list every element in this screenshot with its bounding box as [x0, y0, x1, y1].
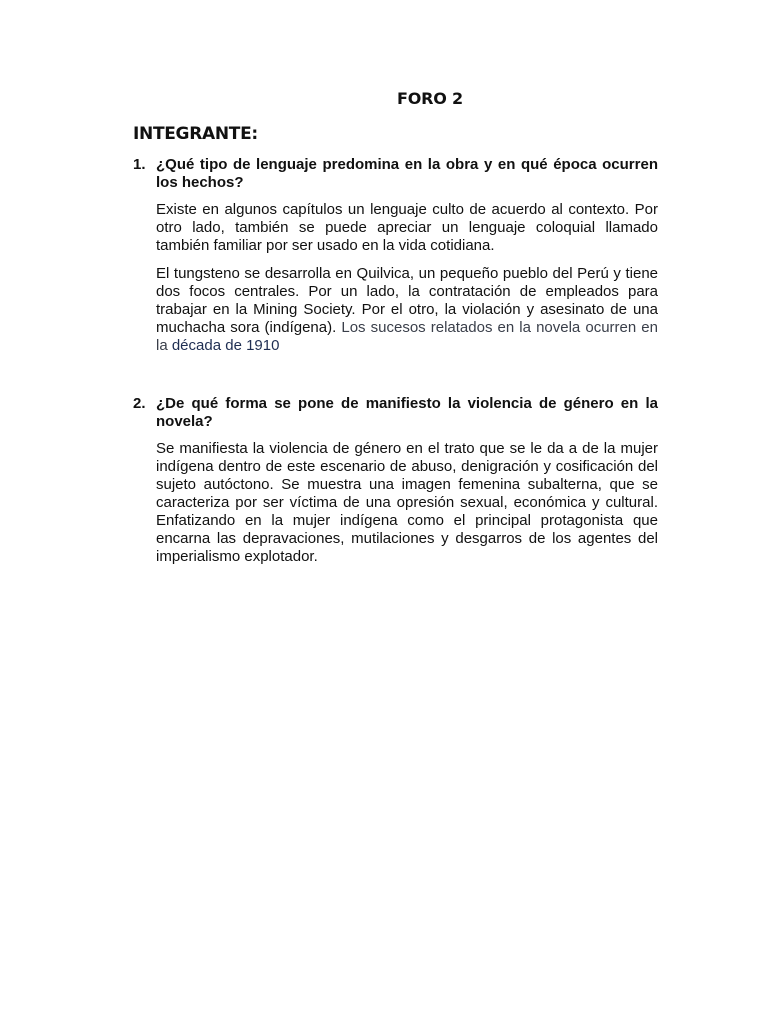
question-2-heading — [133, 395, 658, 431]
question-1-answer-text: El tungsteno se desarrolla en Quilvica, un pequeño pueblo del Perú y tiene dos focos centrales. Por un lado, la contratación de empleados para trabajar en la Mining Society. Por el otro, la violación y asesinato de una muchacha sora (indígena). — [156, 265, 658, 336]
question-1-number: 1. — [133, 156, 146, 173]
question-1 — [133, 156, 658, 355]
question-2-text: ¿De qué forma se pone de manifiesto la violencia de género en la novela? — [156, 395, 658, 430]
question-1-heading — [133, 156, 658, 192]
question-1-answer-paragraph-2 — [156, 265, 658, 355]
question-2 — [133, 395, 658, 566]
question-2-answer-paragraph-1: Se manifiesta la violencia de género en el trato que se le da a de la mujer indígena dentro de este escenario de abuso, denigración y cosificación del sujeto autóctono. Se muestra una imagen femenina subalterna, que se caracteriza por ser víctima de una opresión sexual, económica y cultural. Enfatizando en la mujer indígena como el principal protagonista que encarna las depravaciones, mutilaciones y desgarros de los agentes del imperialismo explotador. — [156, 440, 658, 565]
question-1-answer-highlight-text: década de 1910 — [171, 337, 280, 354]
document-title: FORO 2 — [397, 89, 463, 108]
question-2-number: 2. — [133, 395, 146, 412]
question-1-text: ¿Qué tipo de lenguaje predomina en la obra y en qué época ocurren los hechos? — [156, 156, 658, 191]
question-1-answer-paragraph-1: Existe en algunos capítulos un lenguaje culto de acuerdo al contexto. Por otro lado, también se puede apreciar un lenguaje coloquial llamado también familiar por ser usado en la vida cotidiana. — [156, 201, 658, 254]
team-label: INTEGRANTE: — [133, 124, 258, 144]
question-1-answer-muted-text: Los sucesos relatados en la novela ocurren en la — [156, 319, 658, 354]
